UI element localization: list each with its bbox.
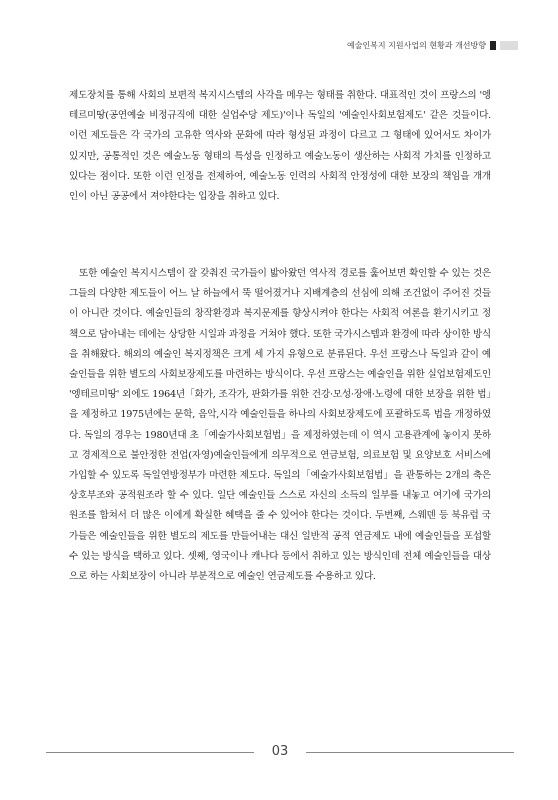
- header-mark-dark: [490, 41, 496, 50]
- page-footer: [0, 743, 558, 763]
- header-title: 예술인복지 지원사업의 현황과 개선방향: [346, 41, 486, 50]
- body-paragraph-1: 제도장치를 통해 사회의 보편적 복지시스템의 사각을 메우는 형태를 취한다. 대표적인 것이 프랑스의 '엥테르미땅(공연예술 비정규직에 대한 실업수당 제도)'이나 독일의 '예술인사회보험제도' 같은 것들이다. 이런 제도들은 각 국가의 고유한 역사와 문화에 따라 형성된 과정이 다르고 그 형태에 있어서도 차이가 있지만, 공통적인 것은 예술노동 형태의 특성을 인정하고 예술노동이 생산하는 사회적 가치를 인정하고 있다는 점이다. 또한 이런 인정을 전제하여, 예술노동 인력의 사회적 안정성에 대한 보장의 책임을 개개인이 아닌 공공에서 져야한다는 입장을 취하고 있다.: [69, 90, 491, 203]
- page-number: 03: [254, 743, 306, 761]
- running-header: [347, 40, 518, 51]
- body-paragraph-2: 또한 예술인 복지시스템이 잘 갖춰진 국가들이 밟아왔던 역사적 경로를 훑어보면 확인할 수 있는 것은 그들의 다양한 제도들이 어느 날 하늘에서 뚝 떨어졌거나 지배계층의 선심에 의해 조건없이 주어진 것들이 아니란 것이다. 예술인들의 창작환경과 복지문제를 향상시켜야 한다는 사회적 여론을 환기시키고 정책으로 담아내는 데에는 상당한 시일과 과정을 거쳐야 했다. 또한 국가시스템과 환경에 따라 상이한 방식을 취해왔다. 해외의 예술인 복지정책은 크게 세 가지 유형으로 분류된다. 우선 프랑스나 독일과 같이 예술인들을 위한 별도의 사회보장제도를 마련하는 방식이다. 우선 프랑스는 예술인을 위한 실업보험제도인 '엥테르미땅' 외에도 1964년「화가, 조각가, 판화가를 위한 건강·모성·장애·노령에 대한 보장을 위한 법」을 제정하고 1975년에는 문학, 음악,시각 예술인들을 하나의 사회보장제도에 포괄하도록 법을 개정하였다. 독일의 경우는 1980년대 초「예술가사회보험법」을 제정하였는데 이 역시 고용관계에 놓이지 못하고 경제적으로 불안정한 전업(자영)예술인들에게 의무적으로 연금보험, 의료보험 및 요양보호 서비스에 가입할 수 있도록 독일연방정부가 마련한 제도다. 독일의「예술가사회보험법」을 관통하는 2개의 축은 상호부조와 공적원조라 할 수 있다. 일단 예술인들 스스로 자신의 소득의 일부를 내놓고 여기에 국가의 원조를 합쳐서 더 많은 이에게 확실한 혜택을 줄 수 있어야 한다는 것이다. 두번째, 스웨덴 등 북유럽 국가들은 예술인들을 위한 별도의 제도를 만들어내는 대신 일반적 공적 연금제도 내에 예술인들을 포섭할 수 있는 방식을 택하고 있다. 셋째, 영국이나 캐나다 등에서 취하고 있는 방식인데 전체 예술인들을 대상으로 하는 사회보장이 아니라 부분적으로 예술인 연금제도를 수용하고 있다.: [69, 268, 491, 583]
- header-mark-light: [500, 41, 518, 50]
